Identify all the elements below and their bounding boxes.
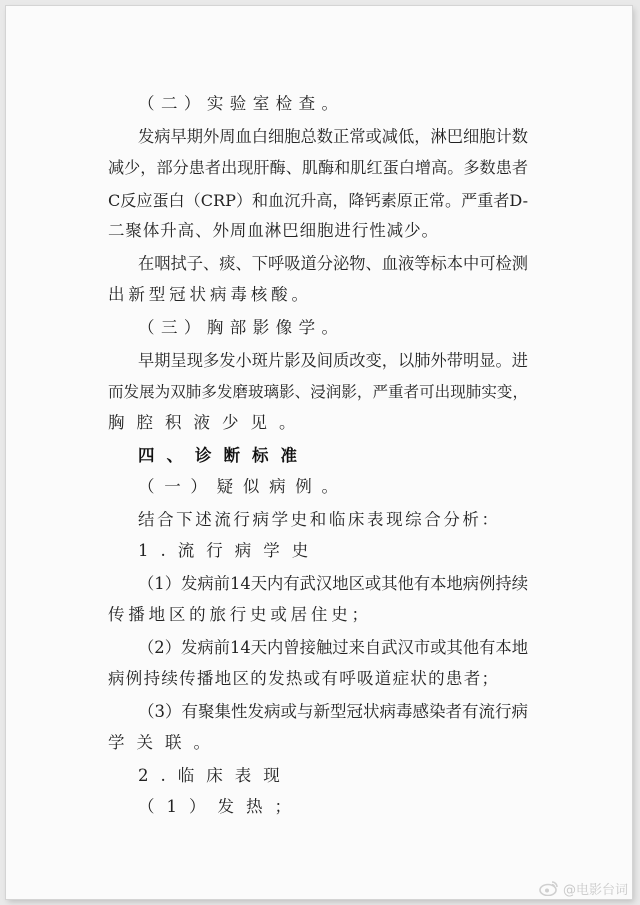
- paragraph-line: 二聚体升高、外周血淋巴细胞进行性减少。: [108, 221, 439, 240]
- list-item-line: （3）有聚集性发病或与新型冠状病毒感染者有流行病: [138, 702, 528, 721]
- watermark-text: @电影台词: [562, 882, 628, 898]
- list-heading-clinical-presentation: 2.临床表现: [138, 766, 292, 785]
- watermark: [539, 877, 628, 899]
- list-item-line: （1）发热；: [138, 797, 303, 816]
- paragraph-line: 结合下述流行病学史和临床表现综合分析：: [138, 510, 501, 529]
- list-item-line: （2）发病前14天内曾接触过来自武汉市或其他有本地: [138, 638, 529, 657]
- paragraph-line: 而发展为双肺多发磨玻璃影、浸润影，严重者可出现肺实变，: [108, 383, 529, 401]
- section-heading-chest-imaging: （三）胸部影像学。: [138, 318, 345, 337]
- list-item-line: 学关联。: [108, 733, 222, 752]
- list-item-line: 病例持续传播地区的发热或有呼吸道症状的患者；: [108, 669, 500, 688]
- paragraph-line: 胸腔积液少见。: [108, 413, 308, 432]
- paragraph-line: 在咽拭子、痰、下呼吸道分泌物、血液等标本中可检测: [138, 254, 528, 273]
- section-heading-diagnostic-criteria: 四、诊断标准: [138, 446, 309, 465]
- section-heading-lab-tests: （二）实验室检查。: [138, 94, 345, 113]
- document-page: [6, 6, 632, 899]
- paragraph-line: 减少，部分患者出现肝酶、肌酶和肌红蛋白增高。多数患者: [108, 158, 528, 177]
- paragraph-line: 出新型冠状病毒核酸。: [108, 285, 312, 304]
- subsection-heading-suspected-cases: （一）疑似病例。: [138, 477, 348, 496]
- paragraph-line: 发病早期外周血白细胞总数正常或减低，淋巴细胞计数: [138, 127, 528, 146]
- list-item-line: 传播地区的旅行史或居住史；: [108, 605, 372, 624]
- paragraph-line: C反应蛋白（CRP）和血沉升高，降钙素原正常。严重者D-: [108, 191, 529, 210]
- list-item-line: （1）发病前14天内有武汉地区或其他有本地病例持续: [138, 574, 529, 593]
- list-heading-epidemiology: 1.流行病学史: [138, 541, 321, 560]
- paragraph-line: 早期呈现多发小斑片影及间质改变，以肺外带明显。进: [138, 351, 528, 370]
- weibo-icon: [539, 880, 559, 896]
